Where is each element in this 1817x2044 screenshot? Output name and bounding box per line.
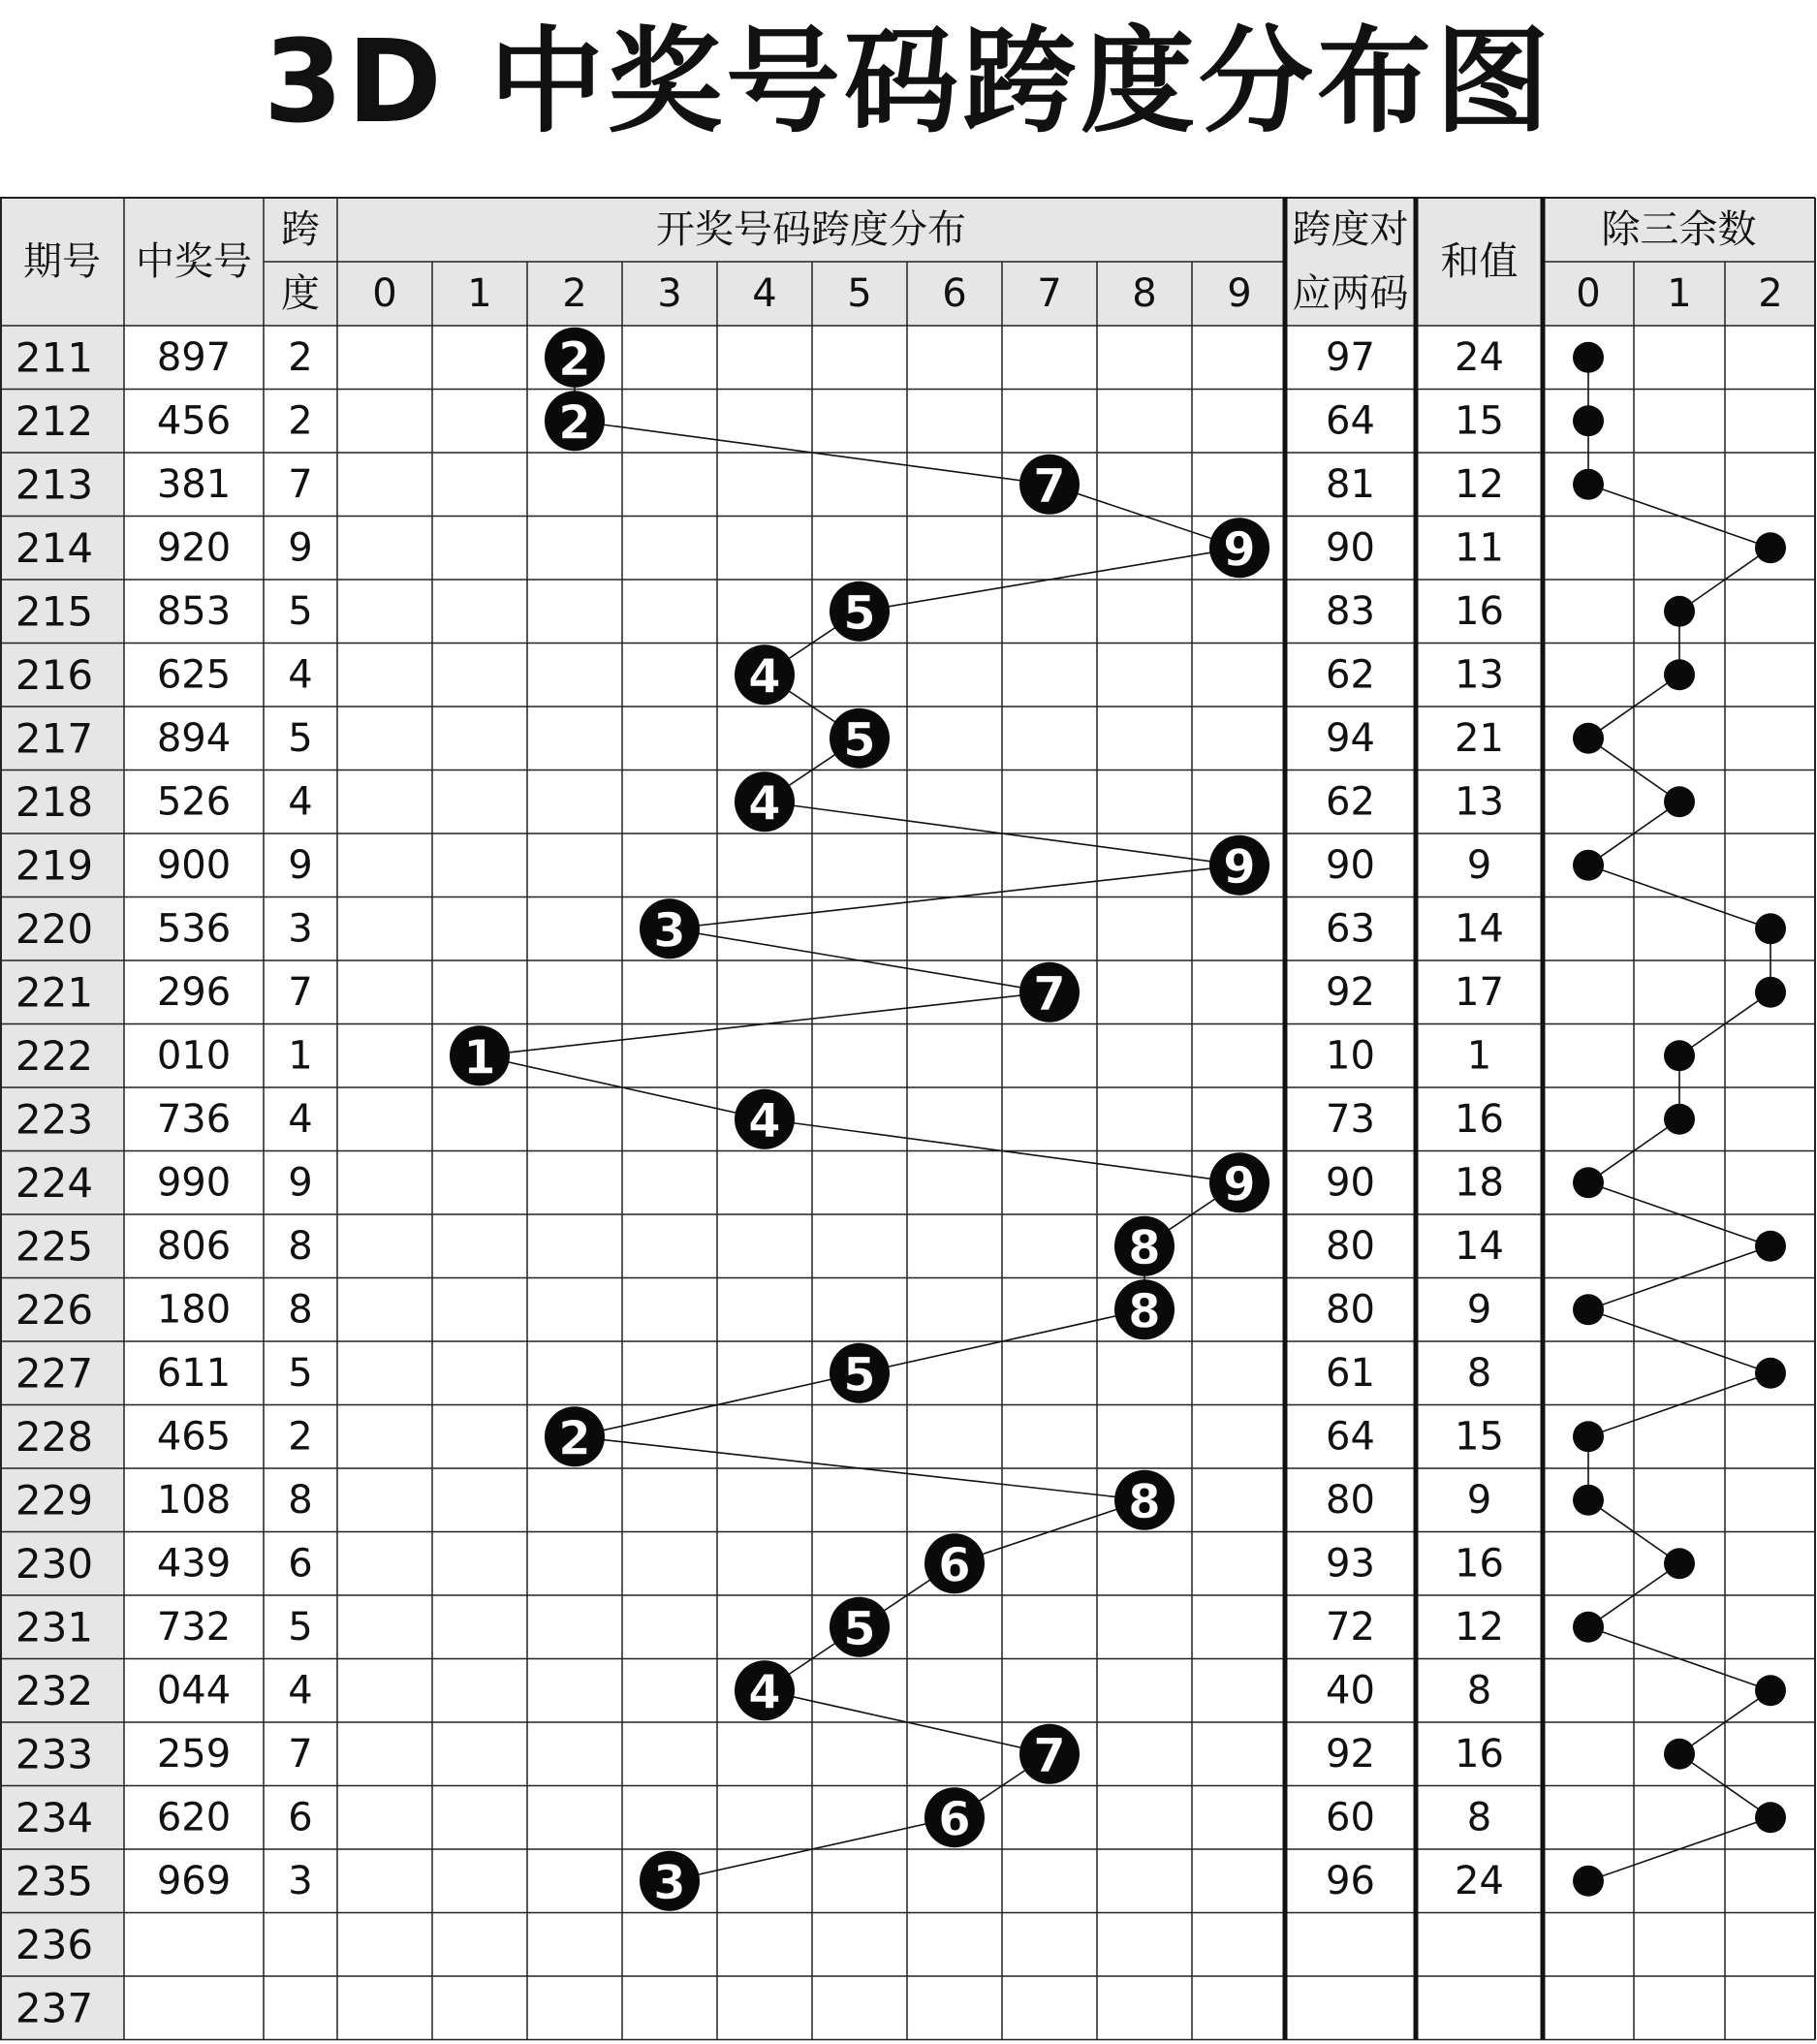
span-cell: 8 [288,1287,313,1333]
pair-cell: 63 [1326,906,1375,952]
mod3-dot [1573,1294,1604,1325]
span-marker-label: 6 [938,1792,971,1847]
sum-cell: 18 [1455,1160,1504,1206]
number-cell: 259 [156,1731,232,1777]
span-marker-label: 2 [558,331,591,387]
sum-cell: 8 [1466,1668,1492,1714]
issue-cell: 217 [15,714,94,763]
span-column-label: 9 [1227,271,1252,316]
span-marker-label: 4 [748,649,781,705]
sum-cell: 16 [1455,588,1504,634]
number-cell: 736 [156,1096,232,1142]
span-marker-label: 3 [653,1855,686,1910]
sum-cell: 16 [1455,1731,1504,1777]
span-cell: 5 [288,588,313,634]
sum-cell: 14 [1455,1223,1504,1269]
mod3-dot [1573,850,1604,881]
number-cell: 381 [156,461,232,507]
span-cell: 6 [288,1541,313,1587]
pair-cell: 72 [1326,1604,1375,1650]
number-cell: 620 [156,1795,232,1840]
number-cell: 611 [156,1350,232,1396]
issue-cell: 228 [15,1412,94,1461]
issue-cell: 232 [15,1666,94,1714]
number-cell: 526 [156,779,232,825]
pair-cell: 90 [1326,1160,1375,1206]
span-column-label: 6 [942,271,967,316]
issue-cell: 227 [15,1349,94,1398]
span-marker-label: 4 [748,1093,781,1148]
span-cell: 5 [288,1604,313,1650]
sum-cell: 9 [1466,842,1492,888]
number-cell: 969 [156,1858,232,1903]
header-span: 跨 [281,207,320,252]
number-cell: 456 [156,398,232,444]
sum-cell: 8 [1466,1795,1492,1840]
sum-cell: 13 [1455,779,1504,825]
pair-cell: 62 [1326,779,1375,825]
header-pair: 跨度对 [1292,207,1409,252]
issue-cell: 233 [15,1730,94,1778]
issue-cell: 224 [15,1158,94,1207]
pair-cell: 94 [1326,715,1375,761]
mod3-column-label: 2 [1758,271,1783,316]
issue-cell: 211 [15,333,94,382]
sum-cell: 15 [1455,1414,1504,1460]
span-marker-label: 7 [1033,966,1066,1022]
pair-cell: 80 [1326,1223,1375,1269]
mod3-dot [1755,913,1786,944]
issue-cell: 222 [15,1031,94,1080]
span-marker-label: 9 [1223,522,1256,578]
span-cell: 4 [288,1668,313,1714]
pair-cell: 60 [1326,1795,1375,1840]
span-cell: 4 [288,779,313,825]
span-marker-label: 1 [463,1030,496,1085]
number-cell: 536 [156,906,232,952]
span-marker-label: 7 [1033,1728,1066,1783]
span-cell: 8 [288,1477,313,1523]
number-cell: 296 [156,969,232,1015]
pair-cell: 61 [1326,1350,1375,1396]
number-cell: 806 [156,1223,232,1269]
span-cell: 4 [288,652,313,698]
span-cell: 2 [288,398,313,444]
mod3-dot [1664,786,1695,817]
number-cell: 894 [156,715,232,761]
mod3-dot [1755,532,1786,563]
span-marker-label: 9 [1223,839,1256,895]
mod3-column-label: 0 [1576,271,1601,316]
number-cell: 108 [156,1477,232,1523]
span-cell: 2 [288,1414,313,1460]
header-distribution: 开奖号码跨度分布 [656,207,966,252]
span-marker-label: 4 [748,1665,781,1720]
pair-cell: 81 [1326,461,1375,507]
pair-cell: 92 [1326,1731,1375,1777]
mod3-dot [1573,723,1604,754]
span-cell: 9 [288,842,313,888]
span-cell: 7 [288,1731,313,1777]
sum-cell: 21 [1455,715,1504,761]
span-marker-label: 6 [938,1538,971,1593]
issue-cell: 226 [15,1285,94,1334]
pair-cell: 90 [1326,842,1375,888]
sum-cell: 15 [1455,398,1504,444]
span-cell: 3 [288,1858,313,1903]
mod3-dot [1664,596,1695,627]
issue-cell: 237 [15,1984,94,2032]
sum-cell: 24 [1455,1858,1504,1903]
header-issue: 期号 [23,239,101,284]
pair-cell: 92 [1326,969,1375,1015]
sum-cell: 16 [1455,1096,1504,1142]
span-cell: 4 [288,1096,313,1142]
number-cell: 439 [156,1541,232,1587]
header-sum: 和值 [1440,239,1519,284]
sum-cell: 12 [1455,461,1504,507]
span-cell: 3 [288,906,313,952]
mod3-dot [1573,342,1604,373]
span-column-label: 0 [372,271,397,316]
issue-cell: 229 [15,1476,94,1525]
mod3-dot [1755,1358,1786,1389]
mod3-column-label: 1 [1667,271,1692,316]
sum-cell: 8 [1466,1350,1492,1396]
pair-cell: 62 [1326,652,1375,698]
span-column-label: 5 [847,271,872,316]
mod3-dot [1664,1040,1695,1071]
span-marker-label: 4 [748,776,781,832]
number-cell: 853 [156,588,232,634]
span-column-label: 4 [752,271,777,316]
header-pair: 应两码 [1292,271,1409,316]
mod3-dot [1573,405,1604,436]
pair-cell: 40 [1326,1668,1375,1714]
mod3-dot [1664,659,1695,690]
number-cell: 625 [156,652,232,698]
span-cell: 5 [288,715,313,761]
mod3-dot [1755,1802,1786,1833]
pair-cell: 73 [1326,1096,1375,1142]
header-mod3: 除三余数 [1601,207,1757,252]
sum-cell: 16 [1455,1541,1504,1587]
number-cell: 732 [156,1604,232,1650]
pair-cell: 96 [1326,1858,1375,1903]
span-cell: 5 [288,1350,313,1396]
span-column-label: 7 [1037,271,1062,316]
page-title: 3D 中奖号码跨度分布图 [263,15,1554,148]
issue-cell: 234 [15,1793,94,1841]
number-cell: 897 [156,334,232,380]
span-cell: 2 [288,334,313,380]
issue-cell: 230 [15,1539,94,1588]
pair-cell: 83 [1326,588,1375,634]
pair-cell: 97 [1326,334,1375,380]
span-column-label: 2 [562,271,587,316]
span-marker-label: 5 [843,585,876,641]
pair-cell: 10 [1326,1033,1375,1079]
span-cell: 9 [288,525,313,571]
span-cell: 9 [288,1160,313,1206]
span-cell: 1 [288,1033,313,1079]
sum-cell: 1 [1466,1033,1492,1079]
sum-cell: 11 [1455,525,1504,571]
mod3-dot [1755,1231,1786,1262]
issue-cell: 219 [15,841,94,890]
pair-cell: 90 [1326,525,1375,571]
sum-cell: 13 [1455,652,1504,698]
span-marker-label: 8 [1128,1284,1161,1339]
number-cell: 180 [156,1287,232,1333]
number-cell: 990 [156,1160,232,1206]
span-cell: 7 [288,461,313,507]
span-marker-label: 2 [558,1411,591,1466]
span-cell: 8 [288,1223,313,1269]
issue-cell: 212 [15,396,94,445]
span-cell: 6 [288,1795,313,1840]
issue-cell: 223 [15,1095,94,1144]
span-cell: 7 [288,969,313,1015]
number-cell: 465 [156,1414,232,1460]
pair-cell: 93 [1326,1541,1375,1587]
mod3-dot [1755,977,1786,1008]
mod3-dot [1573,1612,1604,1643]
sum-cell: 17 [1455,969,1504,1015]
issue-cell: 225 [15,1222,94,1271]
header-number: 中奖号 [136,239,252,284]
span-column-label: 3 [657,271,682,316]
mod3-dot [1664,1739,1695,1770]
mod3-dot [1573,1167,1604,1198]
number-cell: 010 [156,1033,232,1079]
issue-cell: 236 [15,1920,94,1968]
span-marker-label: 5 [843,1347,876,1402]
issue-cell: 213 [15,460,94,509]
number-cell: 044 [156,1668,232,1714]
span-marker-label: 9 [1223,1157,1256,1212]
header-span: 度 [281,271,320,316]
sum-cell: 12 [1455,1604,1504,1650]
issue-cell: 231 [15,1603,94,1651]
span-marker-label: 2 [558,395,591,451]
pair-cell: 80 [1326,1287,1375,1333]
span-marker-label: 8 [1128,1474,1161,1529]
sum-cell: 14 [1455,906,1504,952]
issue-cell: 216 [15,650,94,699]
sum-cell: 24 [1455,334,1504,380]
pair-cell: 64 [1326,1414,1375,1460]
mod3-dot [1755,1675,1786,1706]
span-column-label: 8 [1132,271,1157,316]
sum-cell: 9 [1466,1287,1492,1333]
issue-cell: 214 [15,523,94,572]
mod3-dot [1573,1485,1604,1516]
number-cell: 900 [156,842,232,888]
span-marker-label: 8 [1128,1220,1161,1275]
mod3-dot [1573,1866,1604,1897]
span-marker-label: 5 [843,712,876,768]
sum-cell: 9 [1466,1477,1492,1523]
mod3-dot [1573,1421,1604,1452]
span-marker-label: 5 [843,1601,876,1656]
pair-cell: 64 [1326,398,1375,444]
issue-cell: 235 [15,1857,94,1905]
issue-cell: 215 [15,587,94,636]
mod3-dot [1573,469,1604,500]
mod3-dot [1664,1548,1695,1579]
number-cell: 920 [156,525,232,571]
span-marker-label: 3 [653,903,686,959]
span-column-label: 1 [467,271,492,316]
pair-cell: 80 [1326,1477,1375,1523]
issue-cell: 220 [15,904,94,953]
mod3-dot [1664,1104,1695,1135]
span-marker-label: 7 [1033,458,1066,514]
issue-cell: 218 [15,777,94,826]
issue-cell: 221 [15,968,94,1017]
